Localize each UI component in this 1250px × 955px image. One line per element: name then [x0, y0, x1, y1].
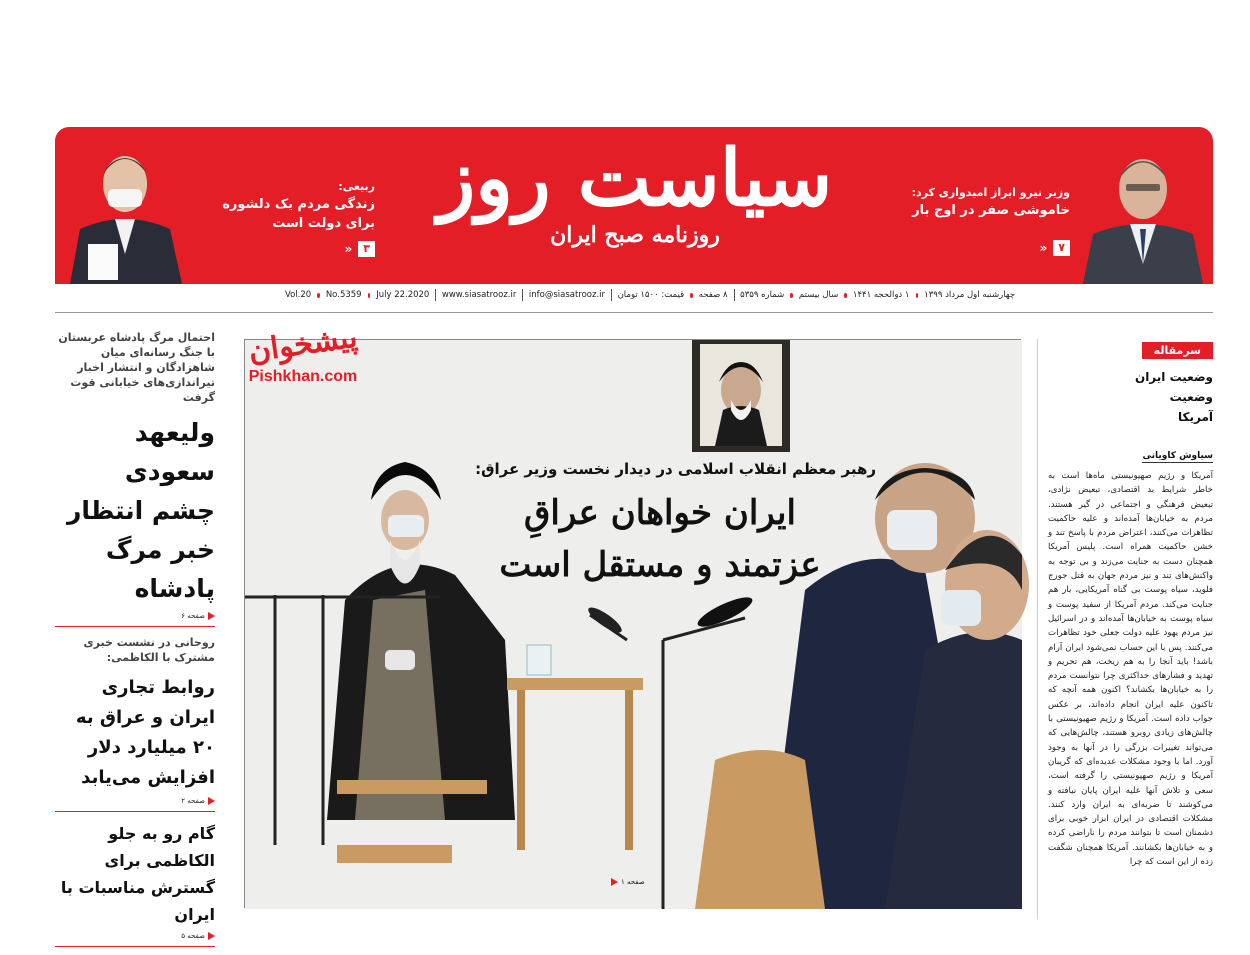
teaser-kicker: ربیعی:: [338, 180, 375, 193]
story-kicker: احتمال مرگ پادشاه عربستان با جنگ رسانه‌ای میان شاهزادگان و انتشار اخبار تیراندازی‌های خیابانی قوت گرفت: [58, 331, 215, 404]
editorial-body: آمریکا و رژیم صهیونیستی ماه‌ها است به خاطر شرایط بد اقتصادی، تبعیض نژادی، تبعیض فرهنگی و اجتماعی در گیر هستند. مردم به خیابان‌ها آمده‌اند و علیه حاکمیت تظاهرات می‌کنند، اعتراض مردم با پاسخ تند و خشن حاکمیت همراه است. پلیس آمریکا همچنان دست به جنایت می‌زند و بی توجه به واکنش‌های تند و نیز مردم جهان به قتل جورج فلوید، سیاه پوست بی گناه آمریکایی، بار هم جنایت می‌کند. مردم آمریکا از سفید پوست و سیاه پوست به خیابان‌ها آمده‌اند و در اسرائیل نیز مردم یهود علیه دولت جعلی خود تظاهرات می‌کنند. پس با این حساب نمی‌شود ایران آرام باشد! باید آنجا را به هم ریخت، هم تحریم و تهدید و فشارهای حداکثری چرا نتوانست مردم را به خیابان‌ها بکشاند؟ اکنون همه آنچه که تاکنون علیه ایران انجام داده‌اند، بر عکس جواب داده است. آمریکا و رژیم صهیونیستی با چالش‌های زیادی روبرو هستند، چالش‌هایی که می‌تواند تغییرات بزرگی را در آنها به وجود آورد. اما با وجود مشکلات عدیده‌ای که گریبان آمریکا و رژیم صهیونیستی را گرفته است، سعی و تلاش آنها علیه ایران پایان نیافته و می‌کوشند تا ضربه‌ای به ایران وارد کنند. مشکلات اقتصادی در ایران ابزار خوبی برای دشمنان است تا بتوانند مردم را ناراضی کرده و به خیابان‌ها بکشانند. آمریکا همچنان شگفت زده از این است که چرا: [1048, 471, 1213, 868]
watermark-english[interactable]: Pishkhan.com: [248, 368, 358, 385]
divider: [55, 811, 215, 812]
teaser-page-ref: [215, 241, 375, 257]
page-ref-label: صفحه ۵: [181, 932, 205, 940]
page-number-badge: ۳: [358, 241, 375, 257]
teaser-left: [215, 179, 375, 257]
main-story: [244, 339, 1021, 908]
date-english: July 22.2020: [376, 290, 430, 300]
editorial-column: [1037, 339, 1213, 919]
date-persian: چهارشنبه اول مرداد ۱۳۹۹: [924, 290, 1015, 300]
logo-subtitle: روزنامه صبح ایران: [550, 222, 720, 248]
bullet-icon: [844, 293, 847, 298]
divider: [522, 289, 523, 301]
left-news-column: [55, 330, 215, 955]
newspaper-logo: [435, 129, 835, 279]
volume: Vol.20: [284, 290, 312, 300]
triangle-icon: [611, 878, 618, 886]
issue-number-english: No.5359: [325, 290, 362, 300]
editorial-author: سیاوش کاویانی: [1142, 451, 1213, 461]
price: قیمت: ۱۵۰۰ تومان: [617, 290, 685, 300]
page-count: ۸ صفحه: [698, 290, 728, 300]
divider: [55, 946, 215, 947]
page-reference[interactable]: [55, 932, 215, 940]
bullet-icon: [916, 293, 919, 298]
teaser-page-ref: [875, 240, 1070, 256]
bullet-icon: [317, 293, 320, 298]
story-headline[interactable]: روابط تجاری ایران و عراق به ۲۰ میلیارد دلار افزایش می‌یابد: [75, 677, 215, 788]
portrait-photo-left: [60, 134, 190, 284]
story-headline[interactable]: ولیعهد سعودی چشم انتظار خبر مرگ پادشاه: [66, 418, 215, 603]
masthead: [55, 127, 1213, 284]
divider: [734, 289, 735, 301]
main-story-kicker: رهبر معظم انقلاب اسلامی در دیدار نخست وزیر عراق:: [475, 460, 876, 478]
page-number-badge: ۷: [1053, 240, 1070, 256]
main-photo: [245, 340, 1022, 909]
page-reference[interactable]: [55, 612, 215, 620]
page-ref-label: صفحه ۱: [621, 878, 645, 886]
date-hijri: ۱ ذوالحجه ۱۴۴۱: [852, 290, 910, 300]
page-ref-label: صفحه ۲: [181, 797, 205, 805]
horizontal-rule: [55, 312, 1213, 313]
story-kicker: روحانی در نشست خبری مشترک با الکاظمی:: [83, 636, 215, 664]
page-reference[interactable]: [611, 878, 645, 886]
story-headline[interactable]: گام رو به جلو الکاظمی برای گسترش مناسبات با ایران: [60, 824, 215, 924]
main-story-headline[interactable]: ایران خواهان عراقِ عزتمند و مستقل است: [499, 493, 821, 585]
teaser-headline: خاموشی صفر در اوج بار: [912, 203, 1070, 218]
issue-info-strip: [285, 287, 1015, 303]
portrait-photo-right: [1078, 134, 1208, 284]
divider: [55, 626, 215, 627]
double-chevron-icon: «: [1039, 241, 1048, 255]
page-reference[interactable]: [55, 797, 215, 805]
watermark-persian: پیشخوان: [246, 319, 360, 370]
bullet-icon: [790, 293, 793, 298]
page-ref-label: صفحه ۶: [181, 612, 205, 620]
triangle-icon: [208, 797, 215, 805]
pishkhan-watermark: [238, 312, 368, 386]
teaser-kicker: وزیر نیرو ابراز امیدواری کرد:: [911, 186, 1070, 199]
divider: [435, 289, 436, 301]
website-link[interactable]: www.siasatrooz.ir: [441, 290, 517, 300]
bullet-icon: [690, 293, 693, 298]
teaser-headline: زندگی مردم یک دلشوره برای دولت است: [222, 197, 375, 231]
divider: [611, 289, 612, 301]
year: سال بیستم: [798, 290, 839, 300]
teaser-right: [875, 185, 1070, 256]
editorial-badge: سرمقاله: [1142, 342, 1213, 359]
triangle-icon: [208, 612, 215, 620]
logo-name: سیاست روز: [437, 133, 833, 224]
triangle-icon: [208, 932, 215, 940]
bullet-icon: [368, 293, 371, 298]
issue-number: شماره ۵۳۵۹: [740, 290, 785, 300]
editorial-title[interactable]: وضعیت ایران وضعیت آمریکا: [1134, 370, 1213, 424]
double-chevron-icon: «: [344, 242, 353, 256]
email[interactable]: info@siasatrooz.ir: [528, 290, 606, 300]
